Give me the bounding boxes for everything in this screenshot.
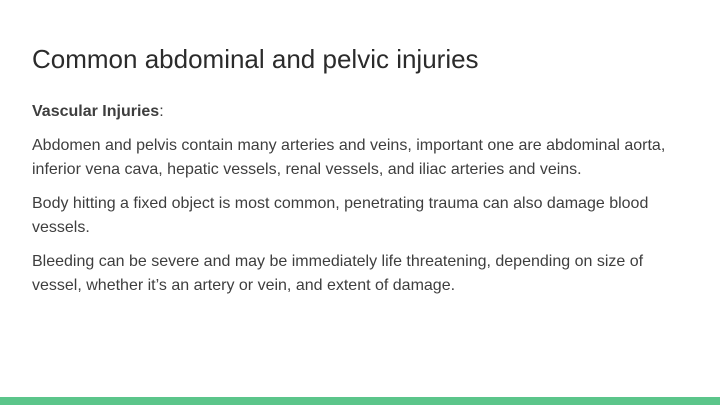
body-paragraph-trauma: Body hitting a fixed object is most common, penetrating trauma can also damage blood vessels. <box>32 195 649 236</box>
body-paragraph-arteries: Abdomen and pelvis contain many arteries and veins, important one are abdominal aorta, inferior vena cava, hepatic vessels, renal vessels, and iliac arteries and veins. <box>32 137 666 178</box>
subheading-suffix: : <box>159 103 164 120</box>
accent-bar <box>0 397 720 405</box>
slide-body <box>32 100 692 308</box>
subheading-bold-text: Vascular Injuries <box>32 103 160 120</box>
slide-title: Common abdominal and pelvic injuries <box>32 44 479 74</box>
section-subheading <box>32 100 692 124</box>
body-paragraph-bleeding: Bleeding can be severe and may be immediately life threatening, depending on size of vessel, whether it’s an artery or vein, and extent of damage. <box>32 253 644 294</box>
